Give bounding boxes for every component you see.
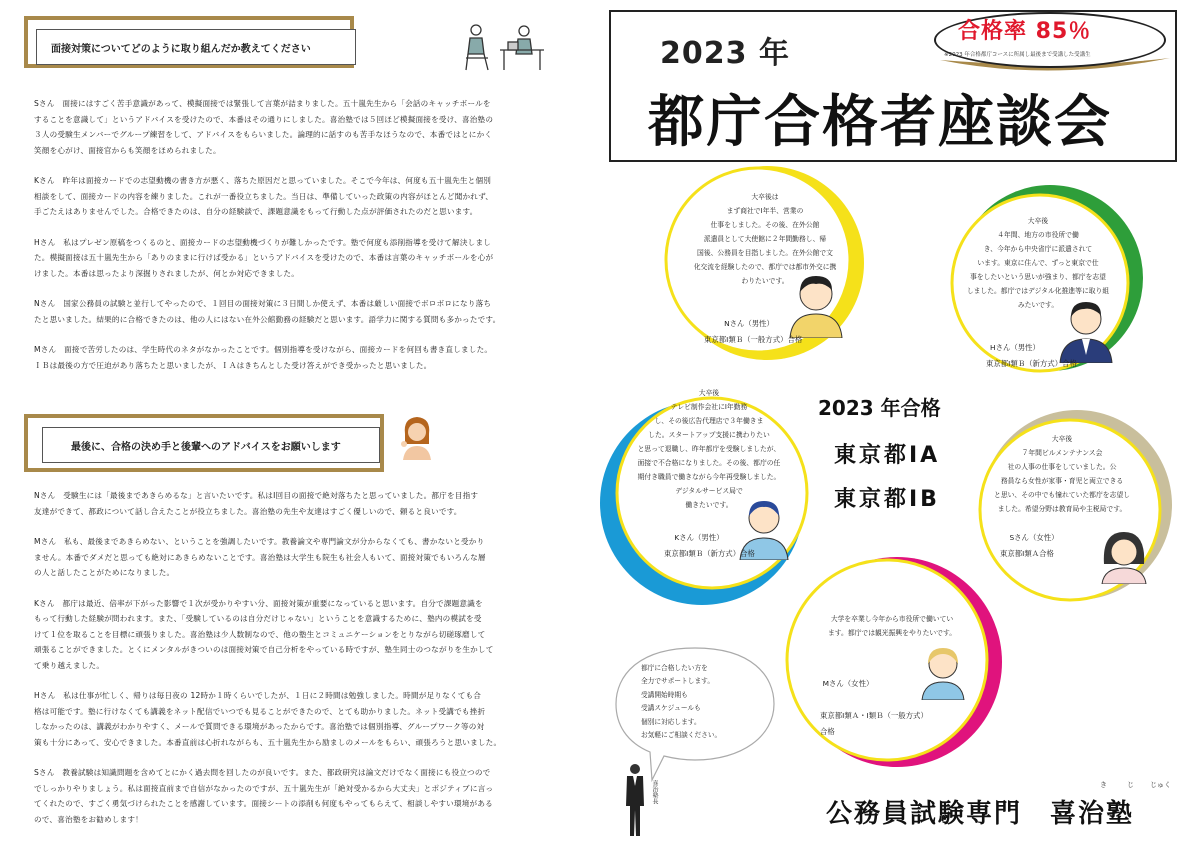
question-2-text: 最後に、合格の決め手と後輩へのアドバイスをお願いします — [71, 441, 341, 453]
question-2 — [42, 427, 380, 463]
profile-n-bio: 大卒後は まず商社でⅠ年半、営業の 仕事をしました。その後、在外公館 派遣員として大使館に２年間勤務し、帰 国後、公務員を目指しました。在外公館で文 化交流を経験したので、都庁では都市外交に携 わりたいです。 — [693, 193, 837, 285]
profile-n-name: Nさん（男性） — [724, 319, 774, 328]
center-year: 2023 年合格 — [818, 396, 941, 420]
profile-h-bio: 大卒後 ４年間、地方の市役所で働 き、今年から中央省庁に派遣されて います。東京に住んで、ずっと東京で仕 事をしたいという思いが強まり、都庁を志望 しました。都庁ではデジタル化推進等に取り組 みたいです。 — [966, 217, 1110, 309]
ruby-ji: じ — [1127, 781, 1134, 789]
question-1 — [36, 29, 356, 65]
teacher-photo — [622, 762, 648, 838]
title-year: 2023 年 — [660, 36, 790, 71]
profile-m-name: Mさん（女性） — [822, 679, 874, 688]
profile-m-exam: 東京都Ⅰ類Ａ・Ⅰ類Ｂ（一般方式） 合格 — [820, 711, 928, 736]
teacher-label: 喜治塾長 — [651, 780, 658, 804]
profile-s-bio: 大卒後 ７年間ビルメンテナンス会 社の人事の仕事をしていました。公 務員なら女性が家事・育児と両立できる と思い、その中でも憧れていた都庁を志望し ました。希望分野は教育局や主税局です。 — [994, 435, 1130, 513]
profile-n-exam: 東京都Ⅰ類Ｂ（一般方式）合格 — [704, 335, 803, 344]
answer-h: Hさん 私はプレゼン原稿をつくるのと、面接カードの志望動機づくりが難しかったです。塾で何度も添削指導を受けて解決しまし た。模擬面接は五十嵐先生から「ありのままに行けば受かる」というアドバイスを受けたので、本番は言葉のキャッチボールを心が けました。本番は思ったより深掘りされましたが、何とか対応できました。 — [34, 237, 494, 278]
avatar-m — [916, 640, 970, 700]
interview-illustration — [462, 22, 544, 74]
advice-k: Kさん 都庁は最近、倍率が下がった影響で１次が受かりやすい分、面接対策が重要になっていると思います。自分で課題意識を もって行動した経験が問われます。また、「受験しているのは自分だけじゃない」ということを意識するために、塾内の模試を受 けて１位を取ることを目標に頑張りました。喜治塾は少人数制なので、他の塾生とコミュニケーションをとりながら切磋琢磨して 頑張ることができました。とくにメンタルがきついのは面接対策で自己分析をやっている時ですが、塾生同士のつながりを生かして て乗り越えました。 — [34, 598, 494, 670]
q1-answers — [34, 96, 564, 373]
center-1a: 東京都ⅠA — [834, 443, 941, 468]
woman-illustration — [397, 414, 437, 460]
profile-k-bio: 大卒後 テレビ制作会社にⅠ年勤務 し、その後広告代理店で３年働きま した。スタートアップ支援に携わりたい と思って退職し、昨年都庁を受験しましたが、 面接で不合格になりました。その後、都庁の任 期付き職員で働きながら今年再受験しました。 デジタルサービス局で 働きたいです。 — [637, 389, 781, 509]
advice-m: Mさん 私も、最後まであきらめない、ということを強調したいです。教養論文や専門論文が分からなくても、書かないと受かり ません。本番でダメだと思っても絶対にあきらめないことです。喜治塾は大学生も院生も社会人もいて、面接対策でもいろんな層 の人と話したことがためになりました。 — [34, 537, 486, 577]
profile-h-name: Hさん（男性） — [990, 343, 1040, 352]
pass-rate: 合格率 85％ — [958, 19, 1092, 44]
profile-s-name: Sさん（女性） — [1009, 533, 1059, 542]
answer-n: Nさん 国家公務員の試験と並行してやったので、１回目の面接対策に３日間しか使えず、本番は厳しい面接でボロボロになり落ち たと思いました。結果的に合格できたのは、他の人にはない在外公館勤務の経験だと思います。語学力に関する質問も多かったです。 — [34, 299, 501, 324]
profile-h-exam: 東京都Ⅰ類Ｂ（新方式）合格 — [986, 359, 1077, 368]
advice-s: Sさん 教養試験は知識問題を含めてとにかく過去問を回したのが良いです。また、都政研究は論文だけでなく面接にも役立つので でしっかりやりましょう。私は面接直前まで自信がなかったのですが、五十嵐先生が「絶対受かるから大丈夫」とポジティブに言っ てくれたので、すごく勇気づけられたことを感謝しています。面接シートの添削も何度もやってもらえて、相談しやすい環境がある ので、喜治塾をお勧めします！ — [34, 768, 494, 824]
footer-brand: 公務員試験専門 喜治塾 — [826, 799, 1135, 829]
profile-k-exam: 東京都Ⅰ類Ｂ（新方式）合格 — [664, 549, 755, 558]
profile-m-bio: 大学を卒業し今年から市役所で働いてい ます。都庁では観光振興をやりたいです。 — [827, 615, 957, 637]
advice-n: Nさん 受験生には「最後まであきらめるな」と言いたいです。私はⅠ回目の面接で絶対落ちたと思っていました。都庁を目指す 友達ができて、都政について話し合えたことが役立ちました。喜治塾の先生や友達はすごく優しいので、頼ると良いです。 — [34, 491, 479, 516]
answer-s: Sさん 面接にはすごく苦手意識があって、模擬面接では緊張して言葉が詰まりました。五十嵐先生から「会話のキャッチボールを することを意識して」というアドバイスを受けたので、本番はその通りにしました。喜治塾では５回ほど模擬面接を受け、喜治塾の ３人の受験生メンバーでグループ練習をして、アドバイスをもらいました。論理的に話すのも苦手なほうなので、本番ではとにかく 笑顔を心がけ、面接官からも笑顔をほめられました。 — [34, 99, 494, 155]
main-title: 都庁合格者座談会 — [648, 90, 1112, 155]
answer-k: Kさん 昨年は面接カードでの志望動機の書き方が悪く、落ちた原因だと思っていました。そこで今年は、何度も五十嵐先生と個別 相談をして、面接カードの内容を練りました。これが一番役立ちました。当日は、準備していった政策の内容がほとんど聞かれず、 手ごたえはありませんでした。合格できたのは、自分の経験談で、課題意識をもって行動した点が評価されたのだと思います。 — [34, 176, 494, 216]
profile-s-exam: 東京都Ⅰ類Ａ合格 — [1000, 549, 1054, 558]
ruby-ki: き — [1100, 781, 1107, 789]
profile-k-name: Kさん（男性） — [674, 533, 724, 542]
answer-m: Mさん 面接で苦労したのは、学生時代のネタがなかったことです。個別指導を受けながら、面接カードを何回も書き直しました。 ＩＢは最後の方で圧迫があり落ちたと思いましたが、ＩＡはきちんとした受け答えができ受かったと思いました。 — [34, 345, 493, 370]
question-1-text: 面接対策についてどのように取り組んだか教えてください — [51, 43, 311, 55]
pass-rate-note: ※2023 年合格都庁コースに所属し最後まで受講した受講生 — [944, 52, 1091, 58]
q2-answers — [34, 488, 564, 827]
ruby-juku: じゅく — [1150, 781, 1171, 789]
advice-h: Hさん 私は仕事が忙しく、帰りは毎日夜の 12時か１時くらいでしたが、１日に２時間は勉強しました。時間が足りなくても合 格は可能です。塾に行けなくても講義をネット配信でいつでも見ることができたので、とても助かりました。ネット受講でも挫折 しなかったのは、講義がわかりやすく、メールで質問できる環境があったからです。喜治塾では個別指導、グループワーク等の対 策も十分にあって、安心できました。本番直前は心折れながらも、五十嵐先生から励ましのメールをもらい、頑張ろうと思いました。 — [34, 691, 502, 747]
bubble-text: 都庁に合格したい方を 全力でサポートします。 受講開始時期も 受講スケジュールも 個別に対応します。 お気軽にご相談ください。 — [641, 664, 722, 740]
center-1b: 東京都ⅠB — [834, 487, 940, 512]
